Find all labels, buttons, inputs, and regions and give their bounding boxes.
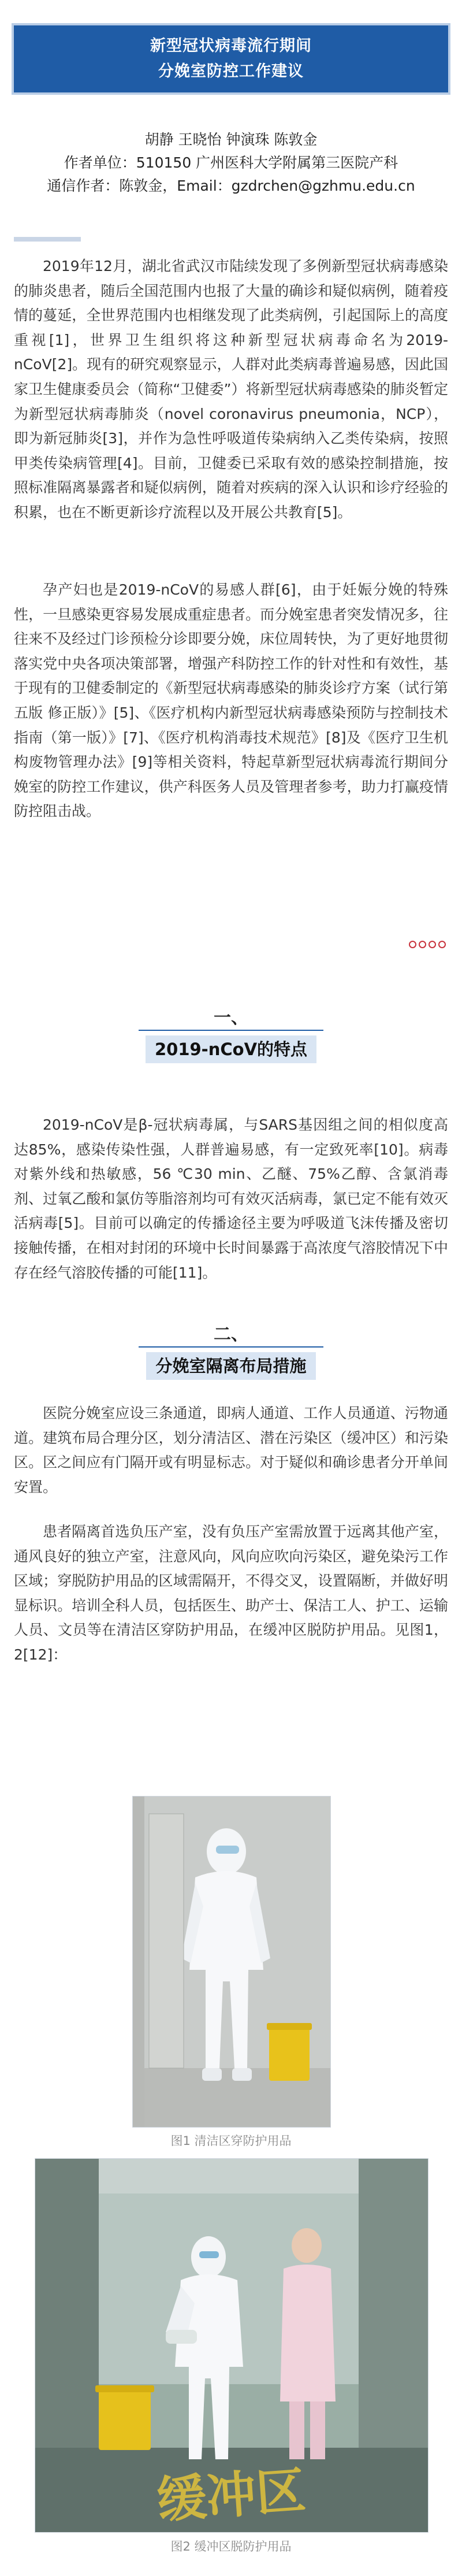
dot-icon <box>438 941 446 948</box>
section-heading-2 <box>0 1323 462 1380</box>
paragraph-intro-2: 孕产妇也是2019-nCoV的易感人群[6]，由于妊娠分娩的特殊性，一旦感染更容易发展成重症患者。而分娩室患者突发情况多，往往来不及经过门诊预检分诊即要分娩，床位周转快，为了更好地贯彻落实党中央各项决策部署，增强产科防控工作的针对性和有效性，基于现有的卫健委制定的《新型冠状病毒感染的肺炎诊疗方案（试行第五版 修正版）》[5]、《医疗机构内新型冠状病毒感染预防与控制技术指南（第一版）》[7]、《医疗机构消毒技术规范》[8]及《医疗卫生机构废物管理办法》[9]等相关资料，特起草新型冠状病毒流行期间分娩室的防控工作建议，供产科医务人员及管理者参考，助力打赢疫情防控阻击战。 <box>14 581 448 820</box>
floor-marking-text: 缓冲区 <box>155 2462 308 2530</box>
figure-1-caption: 图1 清洁区穿防护用品 <box>170 2134 292 2148</box>
decorative-dots <box>409 941 446 948</box>
dot-icon <box>429 941 436 948</box>
ppe-donning-illustration <box>133 1796 330 2127</box>
section-heading-1 <box>0 1007 462 1063</box>
section-number: 一、 <box>214 1008 248 1028</box>
figure-1-photo <box>132 1796 331 2128</box>
dot-icon <box>419 941 426 948</box>
author-block <box>0 128 462 198</box>
section-rule <box>139 1030 323 1031</box>
section-title: 2019-nCoV的特点 <box>146 1035 316 1063</box>
paragraph-intro-1: 2019年12月，湖北省武汉市陆续发现了多例新型冠状病毒感染的肺炎患者，随后全国范围内也报了大量的确诊和疑似病例，随着疫情的蔓延，全世界范围内也相继发现了此类病例，引起国际上的高度重视[1]，世界卫生组织将这种新型冠状病毒命名为2019-nCoV[2]。现有的研究观察显示，人群对此类病毒普遍易感，因此国家卫生健康委员会（简称“卫健委”）将新型冠状病毒感染的肺炎暂定为新型冠状病毒肺炎（novel coronavirus pneumonia，NCP），即为新冠肺炎[3]，并作为急性呼吸道传染病纳入乙类传染病，按照甲类传染病管理[4]。目前，卫健委已采取有效的感染控制措施，按照标准隔离暴露者和疑似病例，随着对疾病的深入认识和诊疗经验的积累，也在不断更新诊疗流程以及开展公共教育[5]。 <box>14 258 448 521</box>
section-title: 分娩室隔离布局措施 <box>146 1352 315 1380</box>
paragraph-section-2a: 医院分娩室应设三条通道，即病人通道、工作人员通道、污物通道。建筑布局合理分区，划分清洁区、潜在污染区（缓冲区）和污染区。区之间应有门隔开或有明显标志。对于疑似和确诊患者分开单间安置。 <box>14 1405 448 1495</box>
title-banner <box>12 23 450 95</box>
ppe-doffing-illustration <box>35 2159 428 2532</box>
section-number: 二、 <box>214 1324 248 1345</box>
author-names: 胡静 王晓怡 钟演珠 陈敦金 <box>144 131 318 148</box>
figure-2-photo <box>35 2158 429 2533</box>
paragraph-section-1: 2019-nCoV是β-冠状病毒属，与SARS基因组之间的相似度高达85%，感染传染性强，人群普遍易感，有一定致死率[10]。病毒对紫外线和热敏感，56 ℃30 min、乙醚、75%乙醇、含氯消毒剂、过氧乙酸和氯仿等脂溶剂均可有效灭活病毒，氯已定不能有效灭活病毒[5]。目前可以确定的传播途径主要为呼吸道飞沫传播及密切接触传播，在相对封闭的环境中长时间暴露于高浓度气溶胶情况下中存在经气溶胶传播的可能[11]。 <box>14 1116 448 1281</box>
dot-icon <box>409 941 416 948</box>
figure-2-caption: 图2 缓冲区脱防护用品 <box>170 2540 292 2553</box>
author-affiliation: 作者单位：510150 广州医科大学附属第三医院产科 <box>64 154 398 171</box>
corresponding-author: 通信作者：陈敦金，Email：gzdrchen@gzhmu.edu.cn <box>47 177 415 194</box>
divider-bar <box>14 237 81 242</box>
title-line-1: 新型冠状病毒流行期间 <box>150 37 312 55</box>
paragraph-section-2b: 患者隔离首选负压产室，没有负压产室需放置于远离其他产室，通风良好的独立产室，注意风向，风向应吹向污染区，避免染污工作区域；穿脱防护用品的区域需隔开，不得交叉，设置隔断，并做好明显标识。培训全科人员，包括医生、助产士、保洁工人、护工、运输人员、文员等在清洁区穿防护用品，在缓冲区脱防护用品。见图1，2[12]： <box>14 1523 448 1663</box>
title-line-2: 分娩室防控工作建议 <box>158 62 304 80</box>
section-rule <box>139 1346 323 1348</box>
